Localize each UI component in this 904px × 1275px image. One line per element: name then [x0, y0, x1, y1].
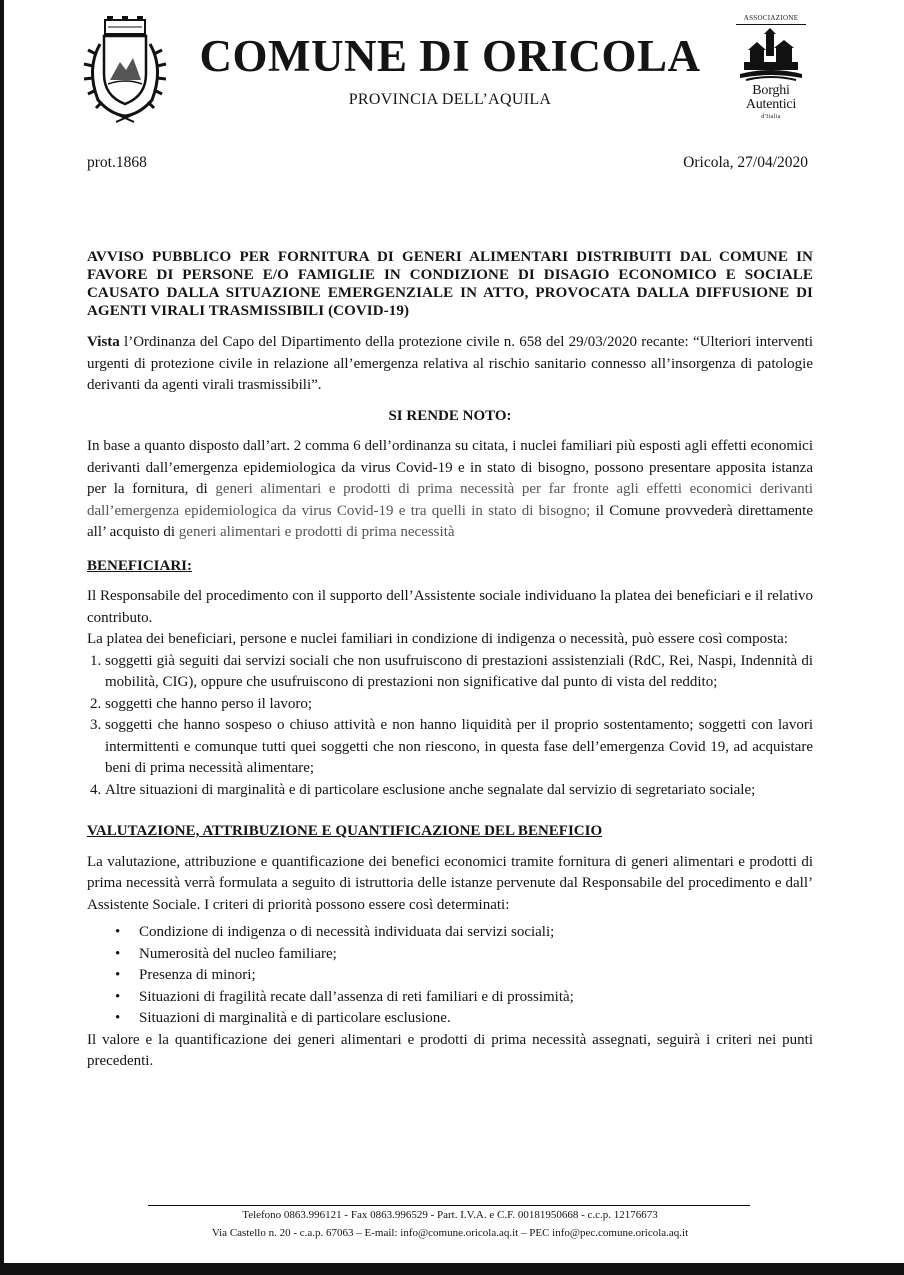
list-item: • Situazioni di marginalità e di particolare esclusione. — [139, 1008, 813, 1030]
valutazione-paragraph-2: Il valore e la quantificazione dei generi alimentari e prodotti di prima necessità assegnati, seguirà i criteri nei punti precedenti. — [87, 1031, 813, 1069]
beneficiari-list — [87, 651, 813, 802]
list-item: • Presenza di minori; — [139, 965, 813, 987]
beneficiari-paragraph-1: Il Responsabile del procedimento con il supporto dell’Assistente sociale individuano la platea dei beneficiari e il relativo contributo. — [87, 588, 813, 626]
page-subtitle: PROVINCIA DELL’AQUILA — [348, 91, 552, 108]
logo-divider — [736, 24, 806, 25]
page-title: COMUNE DI ORICOLA — [199, 31, 701, 81]
document-body — [87, 248, 813, 1073]
beneficiari-paragraph-2: La platea dei beneficiari, persone e nuclei familiari in condizione di indigenza o necessità, può essere così composta: — [87, 631, 788, 647]
borghi-autentici-logo — [726, 14, 816, 122]
vista-text: l’Ordinanza del Capo del Dipartimento della protezione civile n. 658 del 29/03/2020 recante: “Ulteriori interventi urgenti di protezione civile in relazione all’emergenza relativa al rischio sanitario connesso all’insorgenza di patologie derivanti da agenti virali trasmissibili”. — [87, 334, 813, 393]
logo-assoc-label: ASSOCIAZIONE — [743, 14, 799, 22]
list-item: • Numerosità del nucleo familiare; — [139, 944, 813, 966]
notice-heading: AVVISO PUBBLICO PER FORNITURA DI GENERI ALIMENTARI DISTRIBUITI DAL COMUNE IN FAVORE DI PERSONE E/O FAMIGLIE IN CONDIZIONE DI DISAGIO ECONOMICO E SOCIALE CAUSATO DALLA SITUAZIONE EMERGENZIALE IN ATTO, PROVOCATA DALLA DIFFUSIONE DI AGENTI VIRALI TRASMISSIBILI (COVID-19) — [87, 249, 813, 319]
letterhead — [0, 0, 904, 135]
intro-text-b: generi alimentari e prodotti di prima necessità per far fronte agli effetti economici derivanti dall’emergenza epidemiologica da virus Covid-19 e tra quelli in stato di bisogno; — [87, 481, 814, 519]
criteria-list — [87, 922, 813, 1030]
list-item: 2. soggetti che hanno perso il lavoro; — [105, 694, 813, 716]
section-beneficiari-title: BENEFICIARI: — [87, 557, 193, 574]
section-valutazione-title: VALUTAZIONE, ATTRIBUZIONE E QUANTIFICAZIONE DEL BENEFICIO — [87, 823, 603, 839]
footer-address: Via Castello n. 20 - c.a.p. 67063 – E-mail: info@comune.oricola.aq.it – PEC info@pec.comune.oricola.aq.it — [211, 1227, 689, 1239]
intro-paragraph — [87, 436, 813, 544]
logo-text-ditalia: d'Italia — [761, 114, 781, 120]
valutazione-paragraph-1: La valutazione, attribuzione e quantificazione dei benefici economici tramite fornitura di generi alimentari e prodotti di prima necessità verrà formulata a seguito di istruttoria delle istanze pervenute dal Responsabile del procedimento e dall’ Assistente Sociale. I criteri di priorità possono essere così determinati: — [87, 853, 813, 913]
list-item: 3. soggetti che hanno sospeso o chiuso attività e non hanno liquidità per il proprio sostentamento; soggetti con lavori intermittenti e comunque tutti quei soggetti che non riescono, in questa fase dell’emergenza Covid 19, ad acquistare beni di prima necessità alimentare; — [105, 715, 813, 780]
logo-text-autentici: Autentici — [745, 97, 797, 112]
footer-divider — [148, 1205, 750, 1206]
rende-noto-heading: SI RENDE NOTO: — [388, 407, 512, 424]
vista-label: Vista — [87, 334, 120, 350]
intro-text-c: il Comune provvederà direttamente all’ acquisto di — [87, 502, 814, 540]
intro-text-d: generi alimentari e prodotti di prima necessità — [178, 524, 455, 540]
vista-paragraph — [87, 332, 813, 397]
protocol-number: prot.1868 — [87, 154, 147, 171]
page-frame-bottom — [0, 1263, 904, 1275]
list-item: 1. soggetti già seguiti dai servizi sociali che non usufruiscono di prestazioni assistenziali (RdC, Rei, Naspi, Indennità di mobilità, CIG), oppure che usufruiscono di prestazioni non significative dal punto di vista del reddito; — [105, 651, 813, 694]
village-icon — [740, 28, 802, 84]
logo-text-borghi: Borghi — [752, 83, 790, 98]
intro-text-a: In base a quanto disposto dall’art. 2 comma 6 dell’ordinanza su citata, i nuclei familiari più esposti agli effetti economici derivanti dall’emergenza epidemiologica da virus Covid-19 e in stato di bisogno, possono presentare apposita istanza per la fornitura, di — [87, 438, 813, 497]
list-item: • Situazioni di fragilità recate dall’assenza di reti familiari e di prossimità; — [139, 987, 813, 1009]
list-item: • Condizione di indigenza o di necessità individuata dai servizi sociali; — [139, 922, 813, 944]
page-frame-left — [0, 0, 4, 1275]
municipal-crest-icon — [78, 14, 172, 126]
document-date: Oricola, 27/04/2020 — [683, 154, 808, 171]
footer-contacts: Telefono 0863.996121 - Fax 0863.996529 - Part. I.V.A. e C.F. 00181950668 - c.c.p. 12176673 — [242, 1209, 658, 1221]
list-item: 4. Altre situazioni di marginalità e di particolare esclusione anche segnalate dal servizio di segretariato sociale; — [105, 780, 813, 802]
